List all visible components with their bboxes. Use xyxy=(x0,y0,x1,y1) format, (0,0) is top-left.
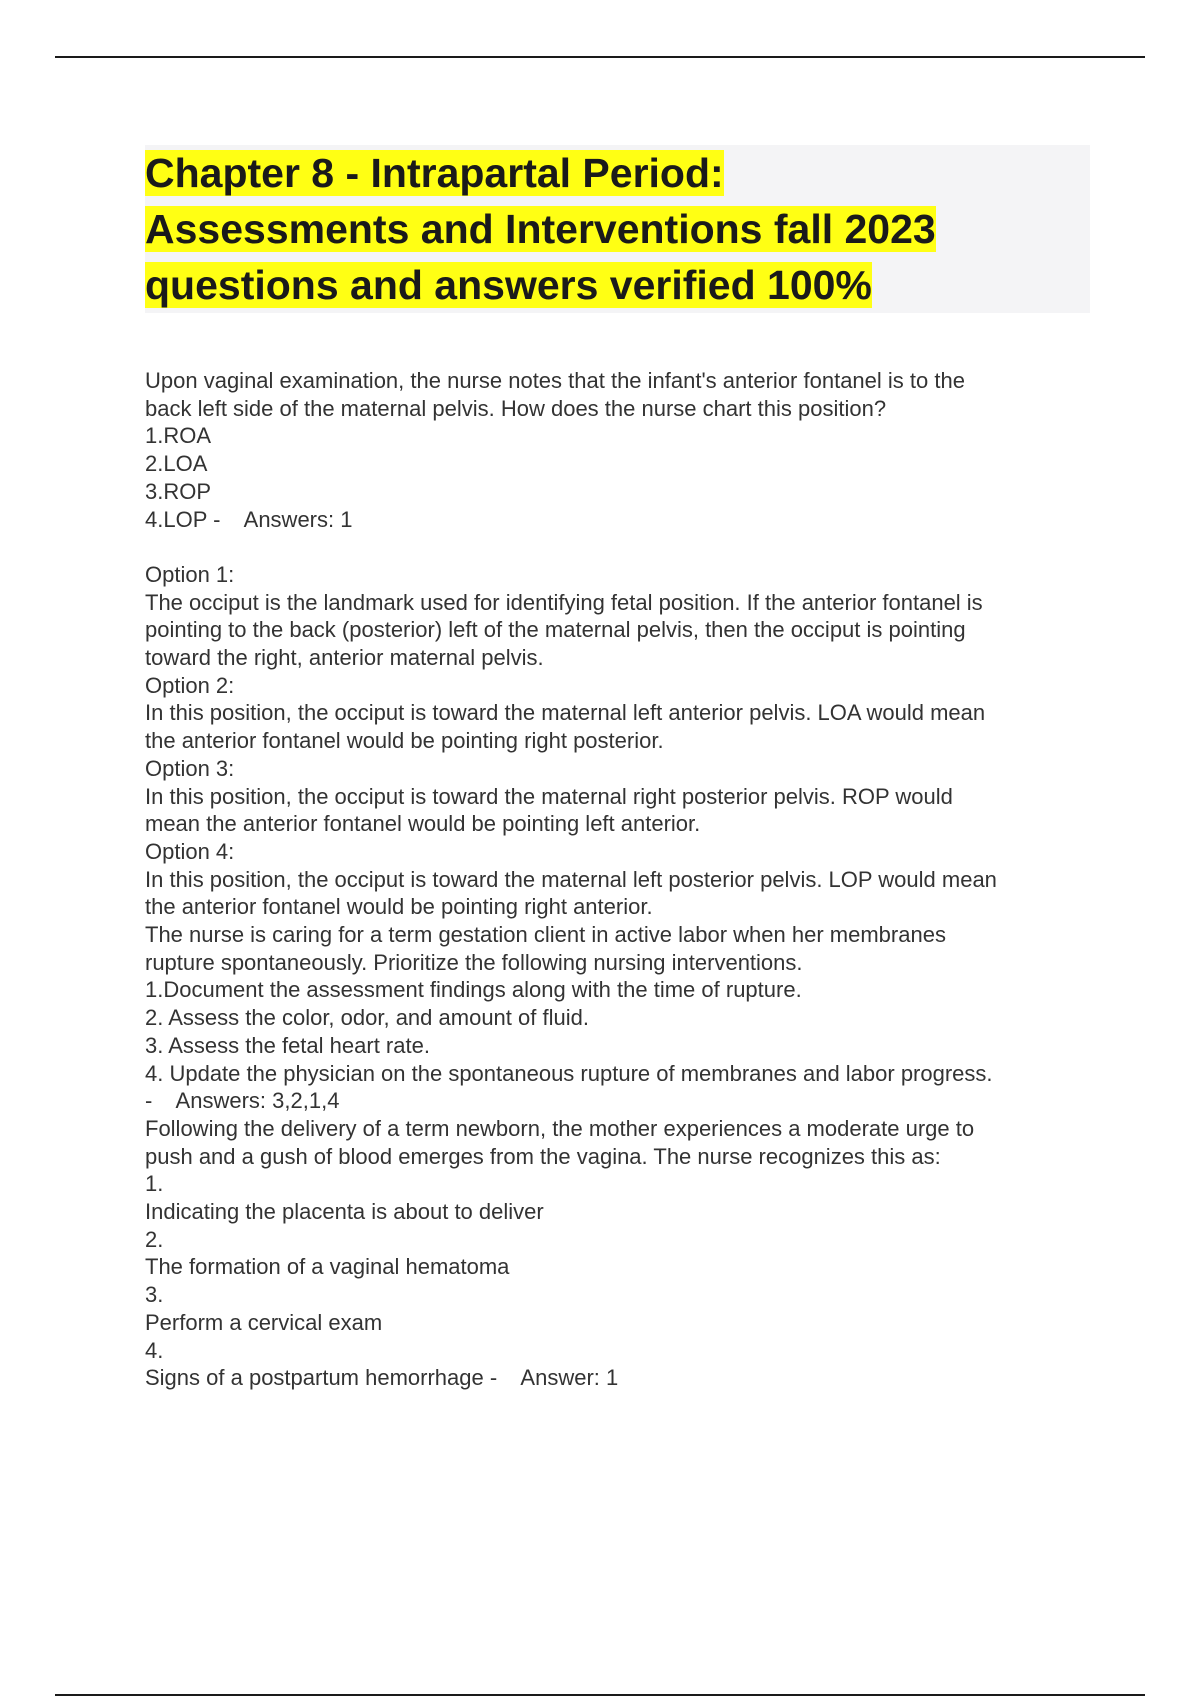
body-line: 3.ROP xyxy=(145,478,212,504)
title-line-2: Assessments and Interventions fall 2023 xyxy=(145,206,936,252)
body-line: The nurse is caring for a term gestation client in active labor when her membranes xyxy=(145,922,946,948)
body-line: In this position, the occiput is toward the maternal right posterior pelvis. ROP would xyxy=(145,783,953,809)
title-line-3: questions and answers verified 100% xyxy=(145,262,872,308)
document-title xyxy=(145,145,1090,313)
body-line: In this position, the occiput is toward the maternal left anterior pelvis. LOA would mean xyxy=(145,700,986,726)
body-line: the anterior fontanel would be pointing right anterior. xyxy=(145,894,653,920)
body-line: 2. xyxy=(145,1226,164,1252)
body-line: 1.Document the assessment findings along with the time of rupture. xyxy=(145,977,802,1003)
body-line: Option 3: xyxy=(145,755,235,781)
body-line: The occiput is the landmark used for identifying fetal position. If the anterior fontanel is xyxy=(145,589,983,615)
body-line: 1.ROA xyxy=(145,423,212,449)
body-line: push and a gush of blood emerges from the vagina. The nurse recognizes this as: xyxy=(145,1143,941,1169)
body-line: 4.LOP - Answers: 1 xyxy=(145,506,353,532)
body-line: 3. xyxy=(145,1282,164,1308)
body-line: the anterior fontanel would be pointing right posterior. xyxy=(145,728,664,754)
body-line: 4. Update the physician on the spontaneous rupture of membranes and labor progress. xyxy=(145,1060,993,1086)
bottom-rule xyxy=(55,1694,1145,1696)
blank-line xyxy=(145,533,1085,561)
body-line: The formation of a vaginal hematoma xyxy=(145,1254,510,1280)
document-body xyxy=(145,367,1085,1392)
body-line: Upon vaginal examination, the nurse notes that the infant's anterior fontanel is to the xyxy=(145,368,965,393)
body-line: 2. Assess the color, odor, and amount of fluid. xyxy=(145,1005,589,1031)
body-line: mean the anterior fontanel would be pointing left anterior. xyxy=(145,811,701,837)
body-line: Following the delivery of a term newborn, the mother experiences a moderate urge to xyxy=(145,1115,975,1141)
body-line: In this position, the occiput is toward the maternal left posterior pelvis. LOP would mean xyxy=(145,866,997,892)
body-line: Option 4: xyxy=(145,838,235,864)
title-line-1: Chapter 8 - Intrapartal Period: xyxy=(145,150,724,196)
body-line: 1. xyxy=(145,1171,164,1197)
body-line: 2.LOA xyxy=(145,451,208,477)
body-line: Option 2: xyxy=(145,672,235,698)
body-line: back left side of the maternal pelvis. How does the nurse chart this position? xyxy=(145,395,887,421)
body-line: Option 1: xyxy=(145,561,235,587)
body-line: 4. xyxy=(145,1337,164,1363)
body-line: - Answers: 3,2,1,4 xyxy=(145,1088,340,1114)
body-line: 3. Assess the fetal heart rate. xyxy=(145,1032,430,1058)
top-rule xyxy=(55,56,1145,58)
body-line: Perform a cervical exam xyxy=(145,1309,383,1335)
body-line: Indicating the placenta is about to deliver xyxy=(145,1199,544,1225)
body-line: Signs of a postpartum hemorrhage - Answer: 1 xyxy=(145,1365,619,1391)
body-line: rupture spontaneously. Prioritize the following nursing interventions. xyxy=(145,949,803,975)
body-line: toward the right, anterior maternal pelvis. xyxy=(145,645,544,671)
body-line: pointing to the back (posterior) left of the maternal pelvis, then the occiput is pointing xyxy=(145,617,966,643)
document-title-block xyxy=(145,145,1090,313)
